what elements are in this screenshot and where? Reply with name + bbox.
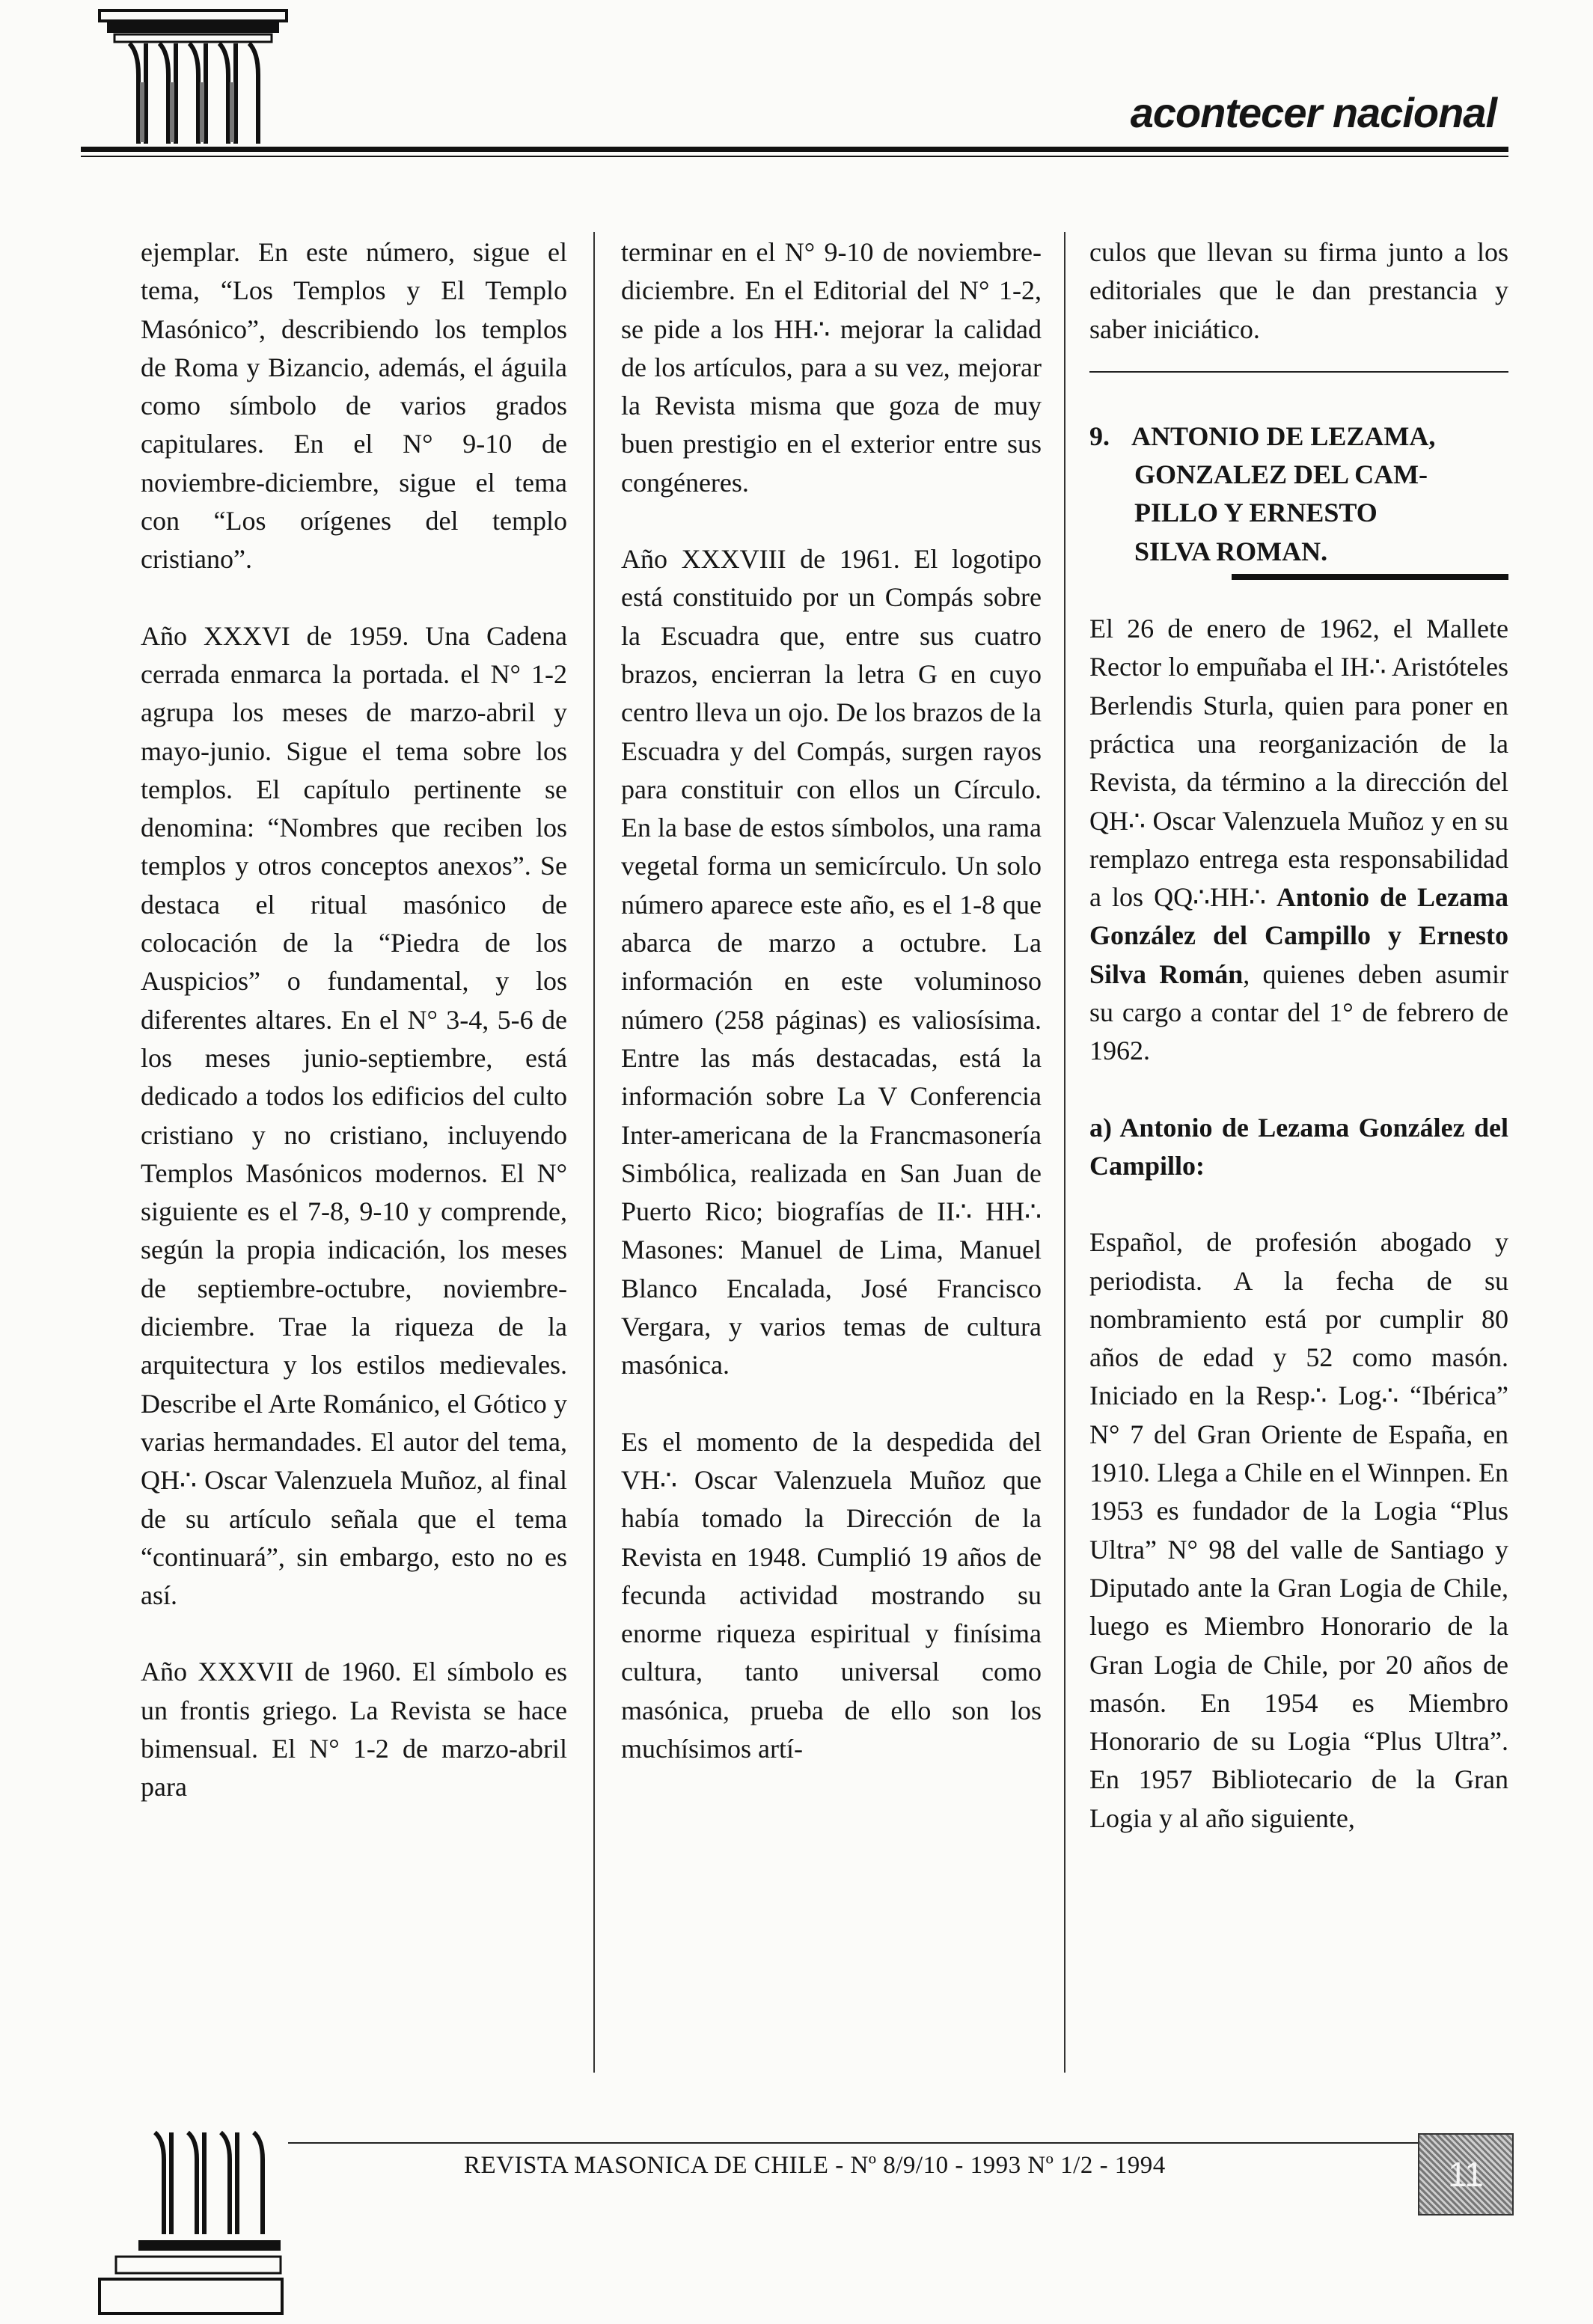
paragraph: Año XXXVI de 1959. Una Cadena cerrada enmarca la portada. el N° 1-2 agrupa los meses de marzo-abril y mayo-junio. Sigue el tema sobre los templos. El capítulo pertinente se denomina: “Nombres que reciben los templos y otros conceptos anexos”. Se destaca el ritual masónico de colocación de la “Piedra de los Auspicios” o fundamental, y los diferentes altares. En el N° 3-4, 5-6 de los meses junio-septiembre, está dedicado a todos los edificios del culto cristiano y no cristiano, incluyendo Templos Masónicos modernos. El N° siguiente es el 7-8, 9-10 y comprende, según la propia indicación, los meses de septiembre-octubre, noviembre-diciembre. Trae la riqueza de la arquitectura y los estilos medievales. Describe el Arte Románico, el Gótico y varias hermandades. El autor del tema, QH∴ Oscar Valenzuela Muñoz, al final de su artículo señala que el tema “continuará”, sin embargo, esto no es así.: [141, 620, 567, 1611]
column-divider: [593, 232, 595, 2073]
paragraph: Es el momento de la despedida del VH∴ Oscar Valenzuela Muñoz que había tomado la Dirección de la Revista en 1948. Cumplió 19 años de fecunda actividad mostrando su enorme riqueza espiritual y finísima cultura, tanto universal como masónica, prueba de ello son los muchísimos artí-: [621, 1426, 1042, 1764]
page-number: [1418, 2133, 1514, 2216]
paragraph-text: El 26 de enero de 1962, el Mallete Rector lo empuñaba el IH∴ Aristóteles Berlendis Sturla, quien para poner en práctica una reorganización de la Revista, da término a la dirección del QH∴ Oscar Valenzuela Muñoz y en su remplazo entrega esta responsabilidad a los QQ∴HH∴: [1089, 614, 1508, 913]
column-1: [141, 233, 567, 1845]
header-rule-thin: [81, 156, 1508, 157]
footer-rule: [288, 2142, 1455, 2144]
paragraph: Año XXXVII de 1960. El símbolo es un frontis griego. La Revista se hace bimensual. El N° 1-2 de marzo-abril para: [141, 1657, 567, 1802]
subsection-heading: a) Antonio de Lezama González del Campillo:: [1089, 1112, 1508, 1181]
paragraph-bold: Antonio de Lezama González del Campillo y Ernesto Silva Román: [1089, 882, 1508, 989]
column-logo-footer-icon: [94, 2129, 288, 2320]
section-heading: [1089, 418, 1508, 571]
section-heading-line: PILLO Y ERNESTO: [1134, 498, 1378, 528]
publication-info: REVISTA MASONICA DE CHILE - Nº 8/9/10 - 1993 Nº 1/2 - 1994: [464, 2152, 1166, 2179]
page-number-text: 11: [1448, 2155, 1484, 2194]
column-divider: [1064, 232, 1065, 2073]
paragraph: terminar en el N° 9-10 de noviembre-diciembre. En el Editorial del N° 1-2, se pide a los HH∴ mejorar la calidad de los artículos, para a su vez, mejorar la Revista misma que goza de muy buen prestigio en el exterior entre sus congéneres.: [621, 237, 1042, 498]
heading-underline: [1232, 574, 1508, 580]
paragraph: Español, de profesión abogado y periodista. A la fecha de su nombramiento está por cumplir 80 años de edad y 52 como masón. Iniciado en la Resp∴ Log∴ “Ibérica” N° 7 del Gran Oriente de España, en 1910. Llega a Chile en el Winnpen. En 1953 es fundador de la Logia “Plus Ultra” N° 98 del valle de Santiago y Diputado ante la Gran Logia de Chile, luego es Miembro Honorario de la Gran Logia de Chile, por 20 años de masón. En 1954 es Miembro Honorario de su Logia “Plus Ultra”. En 1957 Bibliotecario de la Gran Logia y al año siguiente,: [1089, 1227, 1508, 1833]
section-heading-line: SILVA ROMAN.: [1134, 536, 1328, 566]
column-2: [621, 233, 1042, 1806]
header-rule: [81, 147, 1508, 152]
section-title: acontecer nacional: [1130, 89, 1496, 136]
section-heading-line: ANTONIO DE LEZAMA,: [1131, 421, 1436, 451]
column-logo-icon: [94, 7, 296, 146]
paragraph-text: , quienes deben asumir su cargo a contar del 1° de febrero de 1962.: [1089, 958, 1508, 1066]
paragraph: ejemplar. En este número, sigue el tema, “Los Templos y El Templo Masónico”, describiendo los templos de Roma y Bizancio, además, el águila como símbolo de varios grados capitulares. En el N° 9-10 de noviembre-diciembre, sigue el tema con “Los orígenes del templo cristiano”.: [141, 237, 567, 575]
paragraph: [1089, 610, 1508, 1071]
section-number: 9.: [1089, 421, 1110, 451]
section-heading-line: GONZALEZ DEL CAM-: [1134, 459, 1428, 490]
paragraph: Año XXXVIII de 1961. El logotipo está constituido por un Compás sobre la Escuadra que, entre sus cuatro brazos, encierran la letra G en cuyo centro lleva un ojo. De los brazos de la Escuadra y del Compás, surgen rayos para constituir con ellos un Círculo. En la base de estos símbolos, una rama vegetal forma un semicírculo. Un solo número aparece este año, es el 1-8 que abarca de marzo a octubre. La información en este voluminoso número (258 páginas) es valiosísima. Entre las más destacadas, está la información sobre La V Conferencia Inter-americana de la Francmasonería Simbólica, realizada en San Juan de Puerto Rico; biografías de II∴ HH∴ Masones: Manuel de Lima, Manuel Blanco Encalada, José Francisco Vergara, y varios temas de cultura masónica.: [621, 544, 1042, 1380]
section-separator: [1089, 371, 1508, 373]
column-3: [1089, 233, 1508, 1876]
paragraph: culos que llevan su firma junto a los editoriales que le dan prestancia y saber iniciático.: [1089, 237, 1508, 344]
